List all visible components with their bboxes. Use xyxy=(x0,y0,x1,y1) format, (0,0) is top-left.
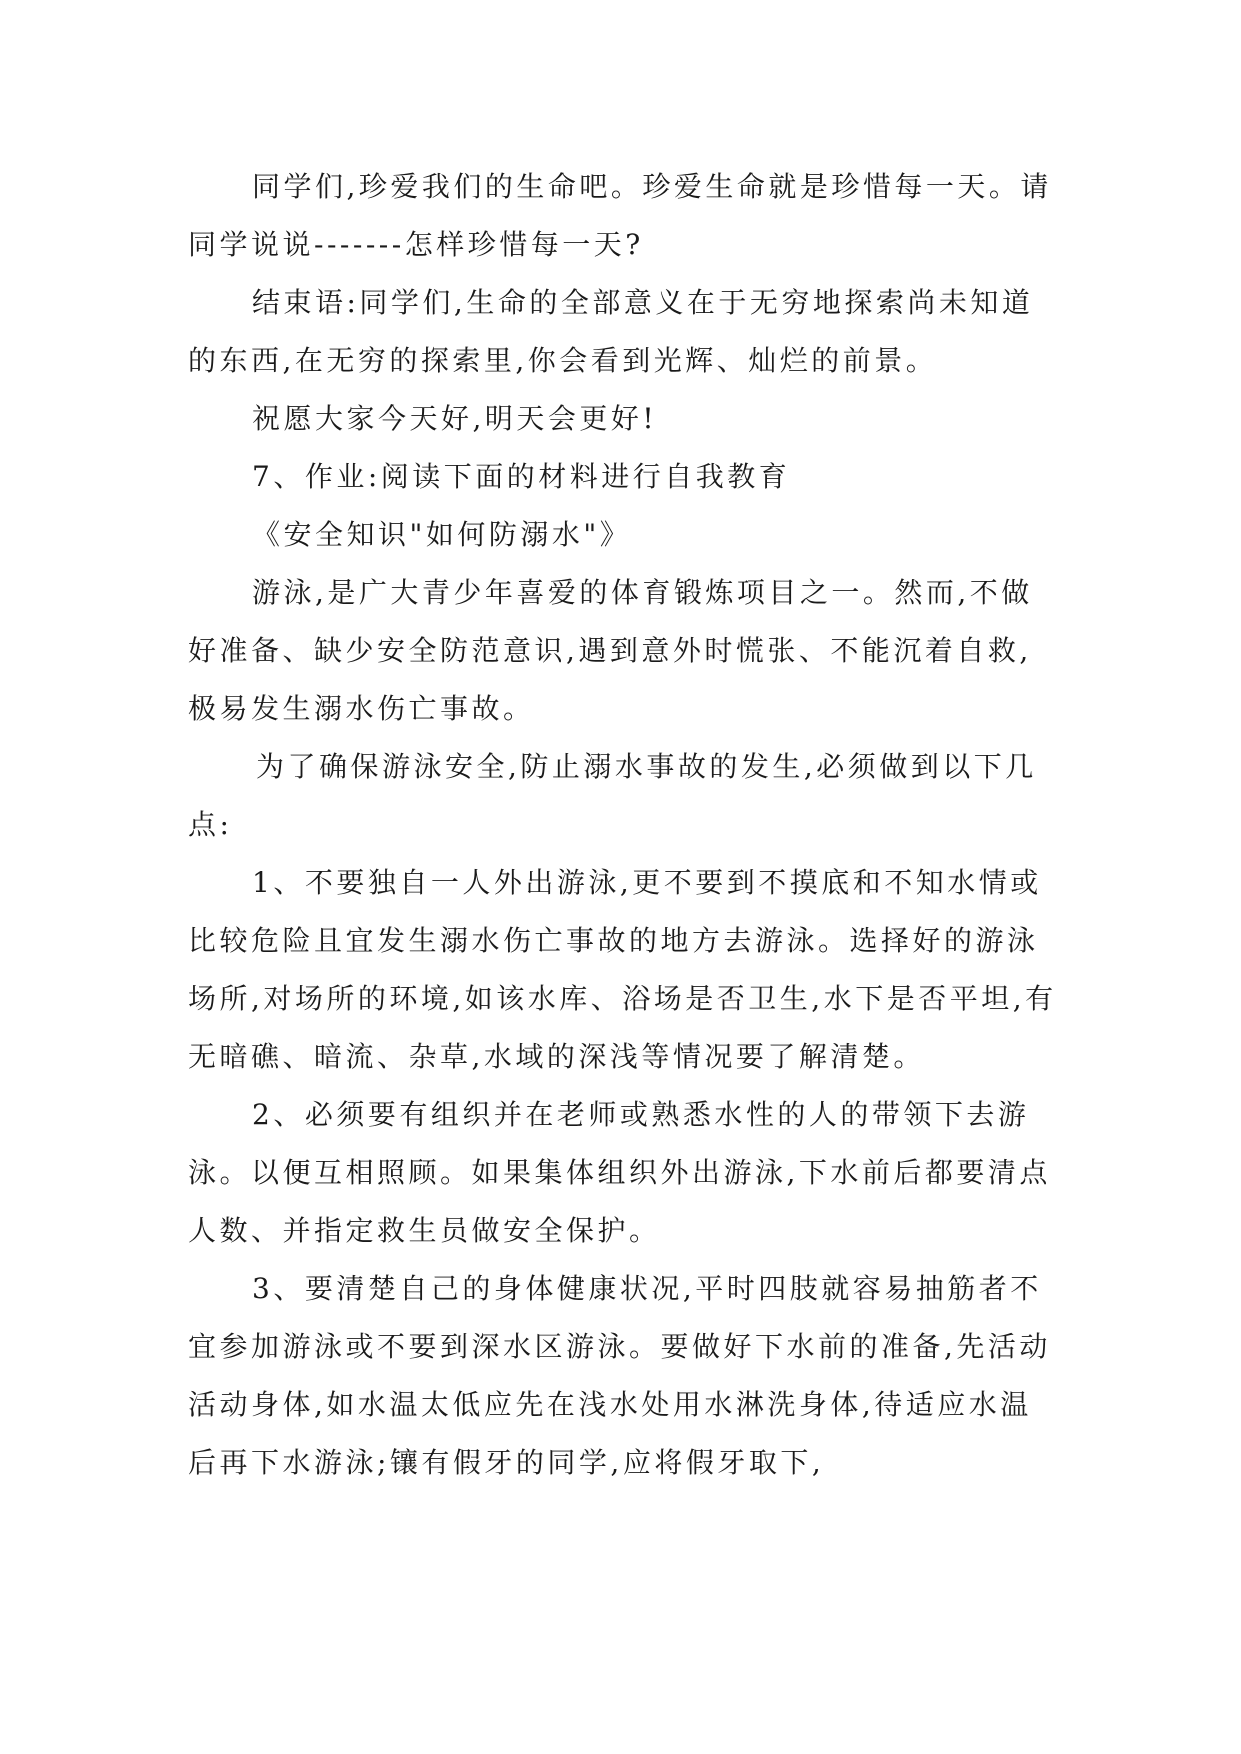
paragraph-safety-title: 《安全知识"如何防溺水"》 xyxy=(252,518,632,551)
paragraph-point-1: 1、不要独自一人外出游泳,更不要到不摸底和不知水情或比较危险且宜发生溺水伤亡事故的地方去游泳。选择好的游泳场所,对场所的环境,如该水库、浴场是否卫生,水下是否平坦,有无暗礁、暗流、杂草,水域的深浅等情况要了解清楚。 xyxy=(188,866,1057,1073)
paragraph-swimming-intro: 游泳,是广大青少年喜爱的体育锻炼项目之一。然而,不做好准备、缺少安全防范意识,遇到意外时慌张、不能沉着自救,极易发生溺水伤亡事故。 xyxy=(188,576,1033,725)
paragraph-safety-points-intro: 为了确保游泳安全,防止溺水事故的发生,必须做到以下几点: xyxy=(188,750,1037,841)
paragraph-homework: 7、作业:阅读下面的材料进行自我教育 xyxy=(252,460,791,493)
paragraph-best-wishes: 祝愿大家今天好,明天会更好! xyxy=(252,402,658,435)
paragraph-closing-remarks: 结束语:同学们,生命的全部意义在于无穷地探索尚未知道的东西,在无穷的探索里,你会看到光辉、灿烂的前景。 xyxy=(188,286,1034,377)
document-body xyxy=(188,158,1058,1492)
paragraph-cherish-life: 同学们,珍爱我们的生命吧。珍爱生命就是珍惜每一天。请同学说说-------怎样珍惜每一天? xyxy=(188,170,1052,261)
paragraph-point-2: 2、必须要有组织并在老师或熟悉水性的人的带领下去游泳。以便互相照顾。如果集体组织外出游泳,下水前后都要清点人数、并指定救生员做安全保护。 xyxy=(188,1098,1051,1247)
paragraph-point-3: 3、要清楚自己的身体健康状况,平时四肢就容易抽筋者不宜参加游泳或不要到深水区游泳。要做好下水前的准备,先活动活动身体,如水温太低应先在浅水处用水淋洗身体,待适应水温后再下水游泳;镶有假牙的同学,应将假牙取下, xyxy=(188,1272,1051,1479)
